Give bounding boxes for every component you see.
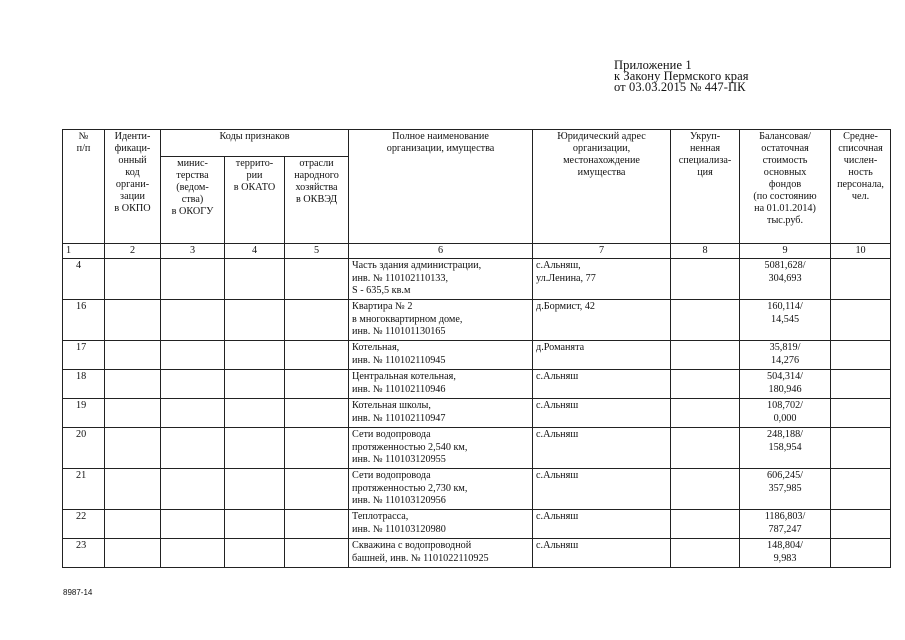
cell-okved <box>285 469 349 510</box>
cell-okpo <box>105 300 161 341</box>
column-number: 3 <box>161 244 225 259</box>
row-value: 108,702/ 0,000 <box>740 399 831 428</box>
row-address: с.Альняш <box>533 399 671 428</box>
row-name: Центральная котельная, инв. № 110102110946 <box>349 370 533 399</box>
cell-okogu <box>161 510 225 539</box>
column-number: 5 <box>285 244 349 259</box>
cell-specialization <box>671 428 740 469</box>
cell-okved <box>285 428 349 469</box>
document-code: 8987-14 <box>63 588 93 597</box>
cell-okato <box>225 539 285 568</box>
cell-okpo <box>105 341 161 370</box>
cell-okpo <box>105 399 161 428</box>
cell-specialization <box>671 259 740 300</box>
table-row <box>63 370 891 399</box>
cell-okato <box>225 341 285 370</box>
row-value: 148,804/ 9,983 <box>740 539 831 568</box>
appendix-law-date: от 03.03.2015 № 447-ПК <box>614 80 746 94</box>
cell-okved <box>285 300 349 341</box>
header-okved: отрасли народного хозяйства в ОКВЭД <box>285 157 349 244</box>
cell-okpo <box>105 259 161 300</box>
property-table <box>62 129 891 568</box>
row-value: 160,114/ 14,545 <box>740 300 831 341</box>
cell-okogu <box>161 539 225 568</box>
cell-specialization <box>671 341 740 370</box>
table-row <box>63 510 891 539</box>
cell-okogu <box>161 300 225 341</box>
cell-staff <box>831 341 891 370</box>
row-name: Скважина с водопроводной башней, инв. № 1101022110925 <box>349 539 533 568</box>
row-name: Сети водопровода протяженностью 2,540 км, инв. № 110103120955 <box>349 428 533 469</box>
table-row <box>63 428 891 469</box>
header-okato: террито- рии в ОКАТО <box>225 157 285 244</box>
table-row <box>63 399 891 428</box>
row-number: 16 <box>63 300 105 341</box>
cell-specialization <box>671 370 740 399</box>
cell-okpo <box>105 428 161 469</box>
cell-okved <box>285 259 349 300</box>
header-row-1 <box>63 130 891 157</box>
cell-okato <box>225 370 285 399</box>
cell-okved <box>285 539 349 568</box>
row-address: д.Бормист, 42 <box>533 300 671 341</box>
header-address: Юридический адрес организации, местонахождение имущества <box>533 130 671 244</box>
cell-staff <box>831 259 891 300</box>
header-specialization: Укруп- ненная специализа- ция <box>671 130 740 244</box>
column-number: 8 <box>671 244 740 259</box>
cell-okved <box>285 399 349 428</box>
column-number: 9 <box>740 244 831 259</box>
cell-okpo <box>105 539 161 568</box>
cell-specialization <box>671 300 740 341</box>
column-number: 1 <box>63 244 105 259</box>
row-value: 35,819/ 14,276 <box>740 341 831 370</box>
row-number: 20 <box>63 428 105 469</box>
cell-okved <box>285 510 349 539</box>
cell-staff <box>831 428 891 469</box>
appendix-law-ref: к Закону Пермского края <box>614 69 749 83</box>
cell-okato <box>225 469 285 510</box>
column-number-row <box>63 244 891 259</box>
row-number: 23 <box>63 539 105 568</box>
row-number: 19 <box>63 399 105 428</box>
cell-okato <box>225 259 285 300</box>
column-number: 2 <box>105 244 161 259</box>
cell-staff <box>831 399 891 428</box>
table-row <box>63 341 891 370</box>
row-value: 504,314/ 180,946 <box>740 370 831 399</box>
cell-staff <box>831 510 891 539</box>
appendix-heading <box>614 60 894 93</box>
header-okogu: минис- терства (ведом- ства) в ОКОГУ <box>161 157 225 244</box>
row-address: с.Альняш <box>533 370 671 399</box>
cell-okpo <box>105 469 161 510</box>
cell-staff <box>831 370 891 399</box>
cell-staff <box>831 300 891 341</box>
cell-okogu <box>161 259 225 300</box>
row-number: 4 <box>63 259 105 300</box>
cell-staff <box>831 539 891 568</box>
cell-specialization <box>671 399 740 428</box>
cell-staff <box>831 469 891 510</box>
column-number: 4 <box>225 244 285 259</box>
table-row <box>63 259 891 300</box>
appendix-title: Приложение 1 <box>614 58 692 72</box>
header-value: Балансовая/ остаточная стоимость основных фондов (по состоянию на 01.01.2014) тыс.руб. <box>740 130 831 244</box>
cell-okogu <box>161 469 225 510</box>
row-value: 248,188/ 158,954 <box>740 428 831 469</box>
header-codes: Коды признаков <box>161 130 349 157</box>
row-address: с.Альняш <box>533 428 671 469</box>
row-address: с.Альняш, ул.Ленина, 77 <box>533 259 671 300</box>
cell-okved <box>285 370 349 399</box>
header-name: Полное наименование организации, имущества <box>349 130 533 244</box>
column-number: 6 <box>349 244 533 259</box>
column-number: 10 <box>831 244 891 259</box>
row-name: Квартира № 2 в многоквартирном доме, инв. № 110101130165 <box>349 300 533 341</box>
row-number: 22 <box>63 510 105 539</box>
header-okpo: Иденти- фикаци- онный код органи- зации в ОКПО <box>105 130 161 244</box>
row-address: с.Альняш <box>533 469 671 510</box>
header-no: № п/п <box>63 130 105 244</box>
cell-okved <box>285 341 349 370</box>
cell-okogu <box>161 399 225 428</box>
row-number: 18 <box>63 370 105 399</box>
cell-okpo <box>105 510 161 539</box>
row-name: Сети водопровода протяженностью 2,730 км, инв. № 110103120956 <box>349 469 533 510</box>
cell-okogu <box>161 428 225 469</box>
cell-okato <box>225 300 285 341</box>
row-value: 5081,628/ 304,693 <box>740 259 831 300</box>
row-value: 606,245/ 357,985 <box>740 469 831 510</box>
cell-okogu <box>161 341 225 370</box>
row-name: Теплотрасса, инв. № 110103120980 <box>349 510 533 539</box>
cell-specialization <box>671 469 740 510</box>
cell-specialization <box>671 539 740 568</box>
row-name: Часть здания администрации, инв. № 110102110133, S - 635,5 кв.м <box>349 259 533 300</box>
row-name: Котельная, инв. № 110102110945 <box>349 341 533 370</box>
cell-okato <box>225 428 285 469</box>
table-row <box>63 300 891 341</box>
row-number: 17 <box>63 341 105 370</box>
table-row <box>63 469 891 510</box>
header-staff: Средне- списочная числен- ность персонала, чел. <box>831 130 891 244</box>
row-address: с.Альняш <box>533 539 671 568</box>
row-number: 21 <box>63 469 105 510</box>
cell-okato <box>225 510 285 539</box>
cell-okogu <box>161 370 225 399</box>
cell-okpo <box>105 370 161 399</box>
cell-specialization <box>671 510 740 539</box>
row-address: д.Романята <box>533 341 671 370</box>
row-address: с.Альняш <box>533 510 671 539</box>
cell-okato <box>225 399 285 428</box>
row-value: 1186,803/ 787,247 <box>740 510 831 539</box>
row-name: Котельная школы, инв. № 110102110947 <box>349 399 533 428</box>
table-row <box>63 539 891 568</box>
column-number: 7 <box>533 244 671 259</box>
